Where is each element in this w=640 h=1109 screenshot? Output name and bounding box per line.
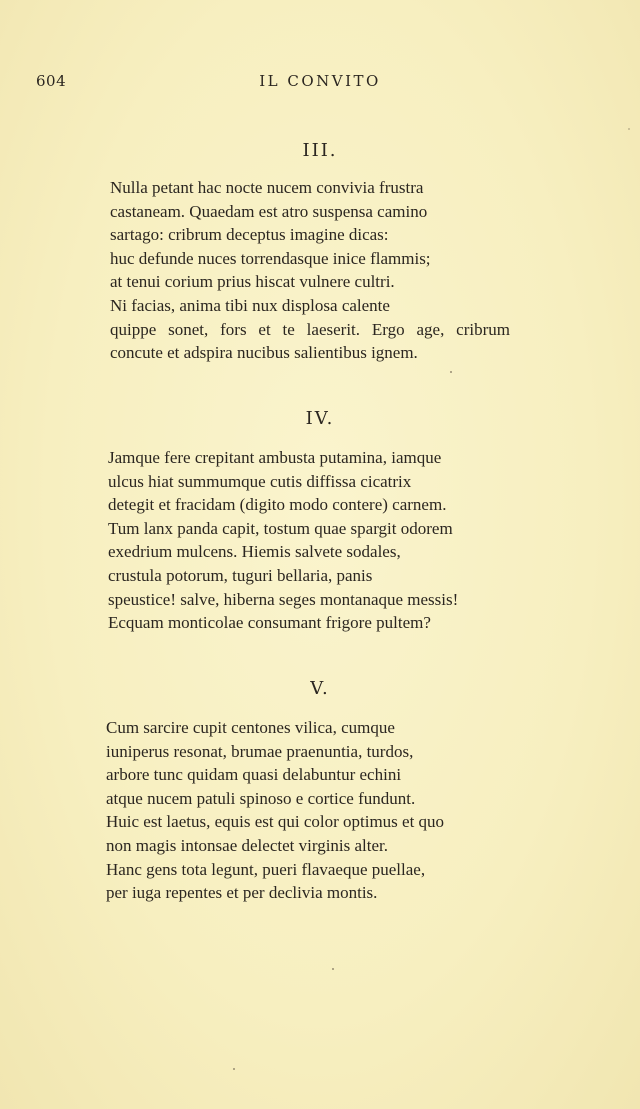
section-numeral-v: V. [310,678,330,699]
verse-line: ulcus hiat summumque cutis diffissa cicatrix [108,471,412,491]
verse-line: Hanc gens tota legunt, pueri flavaeque puellae, [106,859,426,879]
verse-line: Nulla petant hac nocte nucem convivia frustra [110,178,424,197]
stanza-iii [110,176,510,365]
verse-line: detegit et fracidam (digito modo contere) carnem. [108,495,447,515]
verse-line: atque nucem patuli spinoso e cortice fundunt. [106,788,416,808]
running-head: IL CONVITO [259,72,381,90]
verse-line: at tenui corium prius hiscat vulnere cultri. [110,272,395,292]
paper-speck [233,1068,235,1070]
verse-line: Tum lanx panda capit, tostum quae spargit odorem [108,518,453,538]
verse-line: arbore tunc quidam quasi delabuntur echini [106,765,402,785]
verse-line: huc defunde nuces torrendasque inice flammis; [110,248,431,268]
verse-line: quippe sonet, fors et te laeserit. Ergo age, cribrum [110,319,510,339]
section-numeral-iv: IV. [305,408,335,429]
verse-line: speustice! salve, hiberna seges montanaque messis! [108,589,459,609]
paper-speck [450,371,452,373]
verse-line: Jamque fere crepitant ambusta putamina, iamque [108,448,442,467]
stanza-v [106,716,486,905]
verse-line: non magis intonsae delectet virginis alter. [106,835,389,855]
verse-line: iuniperus resonat, brumae praenuntia, turdos, [106,741,414,761]
verse-line: per iuga repentes et per declivia montis. [106,883,378,903]
verse-line: exedrium mulcens. Hiemis salvete sodales, [108,542,401,562]
verse-line: crustula potorum, tuguri bellaria, panis [108,565,373,585]
verse-line: castaneam. Quaedam est atro suspensa camino [110,201,428,221]
stanza-iv [108,446,508,635]
verse-line: sartago: cribrum deceptus imagine dicas: [110,225,389,245]
verse-line: concute et adspira nucibus salientibus ignem. [110,343,418,363]
page-number: 604 [36,72,67,90]
verse-line: Ni facias, anima tibi nux displosa calente [110,295,390,315]
section-numeral-iii: III. [302,140,338,161]
verse-line: Huic est laetus, equis est qui color optimus et quo [106,812,445,832]
verse-line: Cum sarcire cupit centones vilica, cumque [106,718,395,737]
paper-speck [332,968,334,970]
paper-speck [628,128,630,130]
verse-line: Ecquam monticolae consumant frigore pultem? [108,613,431,633]
